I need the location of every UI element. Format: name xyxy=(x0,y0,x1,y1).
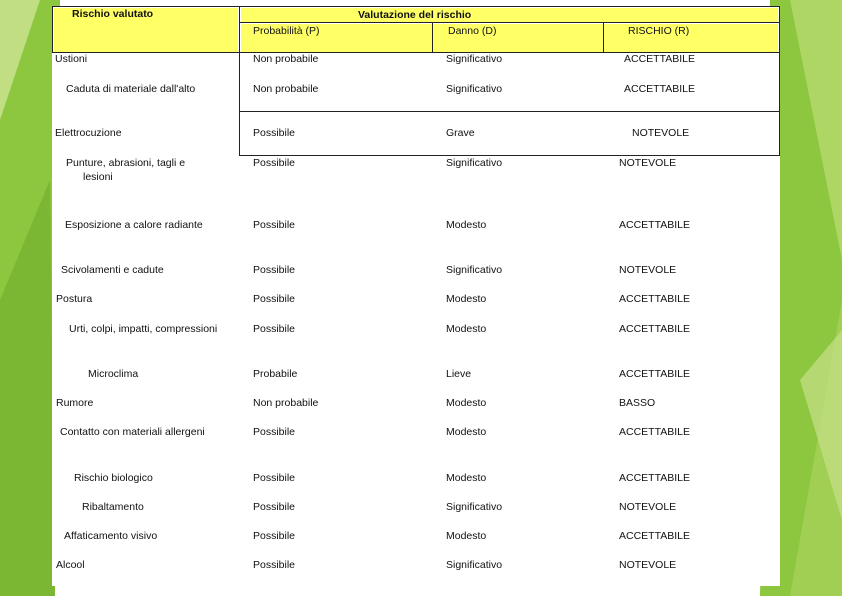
damage-value: Lieve xyxy=(446,368,472,380)
header-group-label: Valutazione del rischio xyxy=(358,9,472,21)
damage-value: Modesto xyxy=(446,530,487,542)
risk-level-value: ACCETTABILE xyxy=(619,530,690,542)
probability-value: Possibile xyxy=(253,264,296,276)
risk-level-value: NOTEVOLE xyxy=(619,264,677,276)
probability-value: Possibile xyxy=(253,219,296,231)
risk-name: Microclima xyxy=(88,368,139,380)
risk-level-value: ACCETTABILE xyxy=(619,293,690,305)
damage-value: Modesto xyxy=(446,472,487,484)
risk-name: Contatto con materiali allergeni xyxy=(60,426,205,438)
risk-level-value: NOTEVOLE xyxy=(632,127,690,139)
risk-level-value: ACCETTABILE xyxy=(619,472,690,484)
probability-value: Possibile xyxy=(253,472,296,484)
probability-value: Possibile xyxy=(253,157,296,169)
risk-level-value: ACCETTABILE xyxy=(619,323,690,335)
risk-level-value: ACCETTABILE xyxy=(624,53,695,65)
header-risk-label: Rischio valutato xyxy=(72,8,154,20)
probability-value: Possibile xyxy=(253,501,296,513)
damage-value: Modesto xyxy=(446,397,487,409)
damage-value: Significativo xyxy=(446,501,503,513)
damage-value: Modesto xyxy=(446,293,487,305)
risk-level-value: NOTEVOLE xyxy=(619,501,677,513)
header-d-label: Danno (D) xyxy=(448,25,497,37)
risk-name: Alcool xyxy=(56,559,85,571)
probability-value: Non probabile xyxy=(253,397,319,409)
probability-value: Possibile xyxy=(253,127,296,139)
probability-value: Non probabile xyxy=(253,83,319,95)
risk-name: Affaticamento visivo xyxy=(64,530,158,542)
risk-level-value: NOTEVOLE xyxy=(619,559,677,571)
risk-name-line2: lesioni xyxy=(83,171,113,183)
damage-value: Significativo xyxy=(446,53,503,65)
header-cell-group xyxy=(241,8,778,22)
risk-level-value: ACCETTABILE xyxy=(624,83,695,95)
risk-name: Ribaltamento xyxy=(82,501,144,513)
risk-name: Rischio biologico xyxy=(74,472,153,484)
risk-name: Elettrocuzione xyxy=(55,127,122,139)
risk-level-value: BASSO xyxy=(619,397,656,409)
probability-value: Possibile xyxy=(253,530,296,542)
risk-name: Postura xyxy=(56,293,93,305)
probability-value: Possibile xyxy=(253,323,296,335)
header-p-label: Probabilità (P) xyxy=(253,25,320,37)
probability-value: Possibile xyxy=(253,293,296,305)
risk-level-value: ACCETTABILE xyxy=(619,219,690,231)
damage-value: Modesto xyxy=(446,426,487,438)
risk-table xyxy=(52,6,780,586)
risk-level-value: ACCETTABILE xyxy=(619,426,690,438)
probability-value: Possibile xyxy=(253,559,296,571)
damage-value: Modesto xyxy=(446,323,487,335)
risk-level-value: NOTEVOLE xyxy=(619,157,677,169)
risk-name: Caduta di materiale dall'alto xyxy=(66,83,196,95)
probability-value: Probabile xyxy=(253,368,298,380)
damage-value: Significativo xyxy=(446,83,503,95)
probability-value: Non probabile xyxy=(253,53,319,65)
header-r-label: RISCHIO (R) xyxy=(628,25,690,37)
risk-name: Urti, colpi, impatti, compressioni xyxy=(69,323,218,335)
damage-value: Significativo xyxy=(446,264,503,276)
risk-name: Ustioni xyxy=(55,53,88,65)
damage-value: Grave xyxy=(446,127,475,139)
risk-name: Rumore xyxy=(56,397,94,409)
damage-value: Significativo xyxy=(446,157,503,169)
risk-level-value: ACCETTABILE xyxy=(619,368,690,380)
damage-value: Modesto xyxy=(446,219,487,231)
probability-value: Possibile xyxy=(253,426,296,438)
risk-name: Esposizione a calore radiante xyxy=(65,219,203,231)
risk-name: Punture, abrasioni, tagli e xyxy=(66,157,186,169)
risk-name: Scivolamenti e cadute xyxy=(61,264,164,276)
damage-value: Significativo xyxy=(446,559,503,571)
